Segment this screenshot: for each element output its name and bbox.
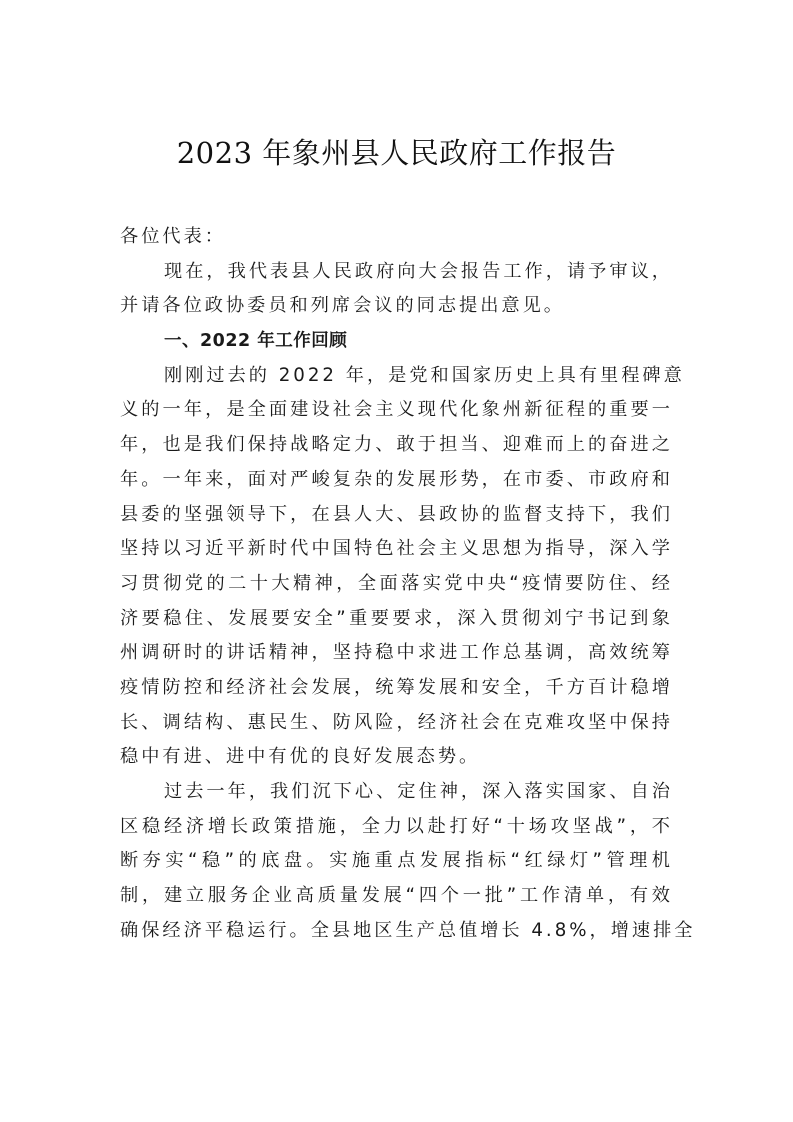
paragraph-line: 现在，我代表县人民政府向大会报告工作，请予审议， [164,260,673,282]
paragraph-line: 县委的坚强领导下，在县人大、县政协的监督支持下，我们 [120,503,673,525]
paragraph-line: 刚刚过去的 2022 年，是党和国家历史上具有里程碑意 [164,364,685,386]
paragraph-line: 并请各位政协委员和列席会议的同志提出意见。 [120,295,565,317]
paragraph-line: 制，建立服务企业高质量发展“四个一批”工作清单，有效 [120,885,673,907]
paragraph-line: 长、调结构、惠民生、防风险，经济社会在克难攻坚中保持 [120,711,673,733]
paragraph-line: 疫情防控和经济社会发展，统筹发展和安全，千方百计稳增 [120,676,673,698]
paragraph-line: 区稳经济增长政策措施，全力以赴打好“十场攻坚战”，不 [120,815,673,837]
section-heading: 一、2022 年工作回顾 [164,331,348,352]
salutation: 各位代表： [120,226,226,247]
paragraph-line: 确保经济平稳运行。全县地区生产总值增长 4.8%，增速排全 [120,919,696,941]
paragraph-line: 坚持以习近平新时代中国特色社会主义思想为指导，深入学 [120,538,673,560]
document-body [120,220,696,948]
paragraph-line: 年。一年来，面对严峻复杂的发展形势，在市委、市政府和 [120,468,673,490]
paragraph-line: 习贯彻党的二十大精神，全面落实党中央“疫情要防住、经 [120,572,673,594]
paragraph-line: 过去一年，我们沉下心、定住神，深入落实国家、自治 [164,781,673,802]
paragraph-line: 断夯实“稳”的底盘。实施重点发展指标“红绿灯”管理机 [120,850,673,872]
paragraph-line: 稳中有进、进中有优的良好发展态势。 [120,746,481,768]
paragraph-line: 年，也是我们保持战略定力、敢于担当、迎难而上的奋进之 [120,434,673,456]
paragraph-line: 州调研时的讲话精神，坚持稳中求进工作总基调，高效统筹 [120,642,673,664]
document-title: 2023 年象州县人民政府工作报告 [176,136,617,170]
paragraph-line: 济要稳住、发展要安全”重要要求，深入贯彻刘宁书记到象 [120,607,673,629]
paragraph-line: 义的一年，是全面建设社会主义现代化象州新征程的重要一 [120,399,673,421]
